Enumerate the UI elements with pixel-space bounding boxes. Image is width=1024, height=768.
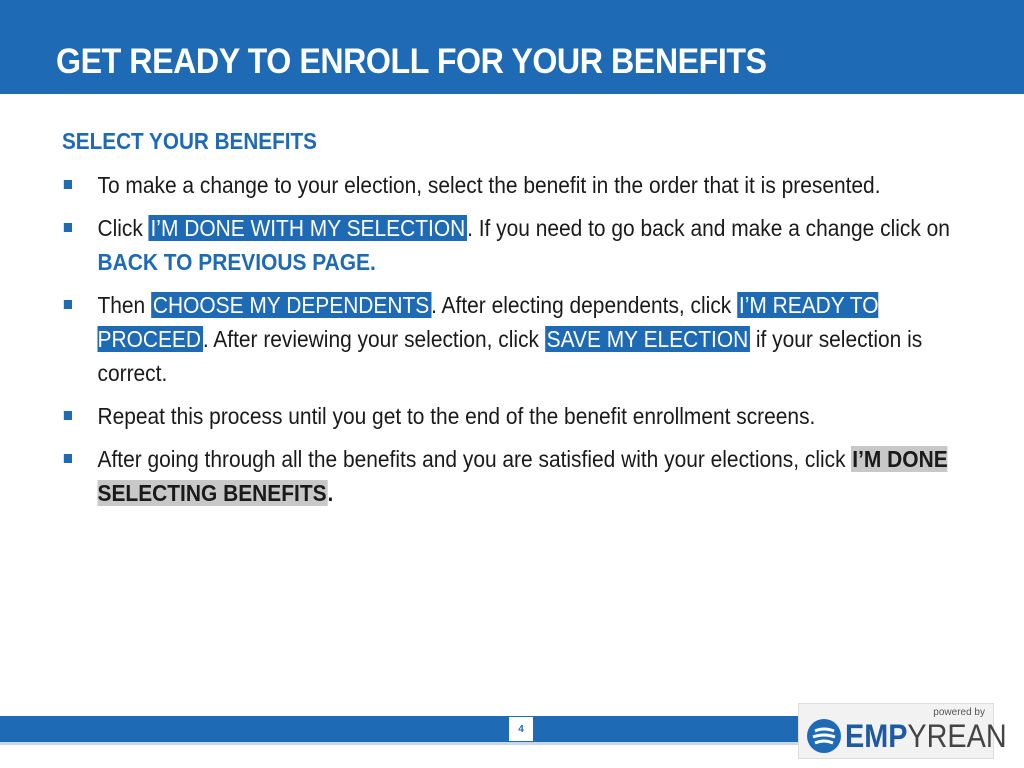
highlight-done-selecting-benefits: I’M DONE SELECTING BENEFITS bbox=[97, 446, 948, 506]
bullet-text: Repeat this process until you get to the end of the benefit enrollment screens. bbox=[97, 403, 816, 429]
footer-bar bbox=[0, 716, 798, 742]
bullet-item bbox=[62, 288, 953, 390]
powered-by-logo bbox=[798, 703, 1007, 759]
bullet-text: Then bbox=[97, 292, 152, 318]
bullet-item bbox=[62, 399, 953, 433]
square-bullet-icon bbox=[64, 454, 72, 463]
bullet-list bbox=[62, 168, 962, 519]
highlight-ready-to-proceed: I’M READY TO PROCEED bbox=[97, 292, 879, 352]
bullet-item bbox=[62, 211, 953, 279]
footer-stripe bbox=[0, 742, 798, 745]
header-bar bbox=[0, 0, 1024, 94]
bullet-text: Click bbox=[97, 215, 149, 241]
section-heading: SELECT YOUR BENEFITS bbox=[62, 128, 317, 154]
bullet-text: . If you need to go back and make a change click on bbox=[467, 215, 950, 241]
page-number: 4 bbox=[508, 716, 534, 742]
empyrean-logo-text: EMPYREAN bbox=[845, 718, 1007, 754]
powered-by-label: powered by bbox=[933, 707, 985, 718]
bullet-text: After going through all the benefits and you are satisfied with your elections, click bbox=[97, 446, 852, 472]
square-bullet-icon bbox=[64, 300, 72, 309]
bullet-text: To make a change to your election, select the benefit in the order that it is presented. bbox=[97, 172, 881, 198]
highlight-save-election: SAVE MY ELECTION bbox=[546, 326, 749, 352]
bullet-item bbox=[62, 168, 953, 202]
bullet-text: . After electing dependents, click bbox=[431, 292, 738, 318]
bullet-text: if your selection is correct. bbox=[97, 326, 923, 386]
bullet-text: . bbox=[327, 480, 334, 506]
back-to-previous-page-label: BACK TO PREVIOUS PAGE. bbox=[97, 249, 376, 275]
square-bullet-icon bbox=[64, 411, 72, 420]
bullet-text: . After reviewing your selection, click bbox=[202, 326, 545, 352]
highlight-done-with-selection: I’M DONE WITH MY SELECTION bbox=[150, 215, 466, 241]
empyrean-globe-icon bbox=[807, 719, 841, 753]
highlight-choose-dependents: CHOOSE MY DEPENDENTS bbox=[152, 292, 430, 318]
slide-title: GET READY TO ENROLL FOR YOUR BENEFITS bbox=[56, 42, 767, 81]
square-bullet-icon bbox=[64, 223, 72, 232]
square-bullet-icon bbox=[64, 180, 72, 189]
bullet-item bbox=[62, 442, 953, 510]
